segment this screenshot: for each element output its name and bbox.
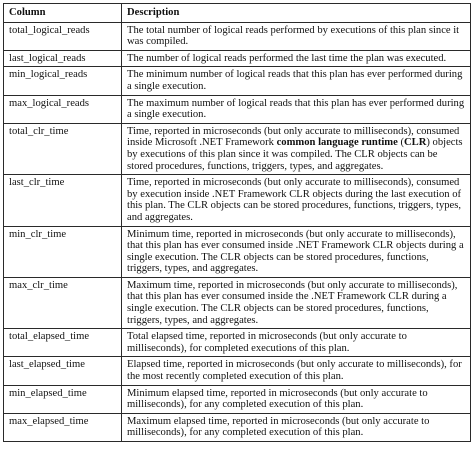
- table-row: [4, 123, 471, 174]
- table-row: [4, 67, 471, 95]
- column-name-cell: last_logical_reads: [4, 50, 122, 67]
- table-row: [4, 226, 471, 277]
- column-name-cell: total_elapsed_time: [4, 329, 122, 357]
- column-name-cell: min_elapsed_time: [4, 385, 122, 413]
- table-row: [4, 175, 471, 226]
- description-cell: The total number of logical reads performed by executions of this plan since it was compiled.: [122, 22, 471, 50]
- description-cell: The minimum number of logical reads that this plan has ever performed during a single execution.: [122, 67, 471, 95]
- description-cell: Minimum elapsed time, reported in microseconds (but only accurate to milliseconds), for any completed execution of this plan.: [122, 385, 471, 413]
- header-description: Description: [122, 4, 471, 23]
- description-cell: Elapsed time, reported in microseconds (but only accurate to milliseconds), for the most recently completed execution of this plan.: [122, 357, 471, 385]
- column-name-cell: last_clr_time: [4, 175, 122, 226]
- description-cell: Minimum time, reported in microseconds (but only accurate to milliseconds), that this plan has ever consumed inside .NET Framework CLR objects during a single execution. The CLR objects can be stored procedures, functions, triggers, types, and aggregates.: [122, 226, 471, 277]
- description-cell: Time, reported in microseconds (but only accurate to milliseconds), consumed by execution inside .NET Framework CLR objects during the last execution of this plan. The CLR objects can be stored procedures, functions, triggers, types, and aggregates.: [122, 175, 471, 226]
- bold-term-clr: CLR: [404, 137, 427, 149]
- header-column: Column: [4, 4, 122, 23]
- description-cell: Maximum time, reported in microseconds (but only accurate to milliseconds), that this plan has ever consumed inside the .NET Framework CLR during a single execution. The CLR objects can be stored procedures, functions, triggers, types, and aggregates.: [122, 277, 471, 328]
- description-text: Time, reported in microseconds (but only accurate to milliseconds), consumed inside Microsoft .NET Framework: [127, 125, 460, 149]
- description-text: ) objects by executions of this plan since it was compiled. The CLR objects can be stored procedures, functions, triggers, types, and aggregates.: [127, 137, 463, 172]
- description-cell: Maximum elapsed time, reported in microseconds (but only accurate to milliseconds), for any completed execution of this plan.: [122, 413, 471, 441]
- table-row: [4, 50, 471, 67]
- column-name-cell: min_clr_time: [4, 226, 122, 277]
- description-cell: The number of logical reads performed the last time the plan was executed.: [122, 50, 471, 67]
- table-row: [4, 329, 471, 357]
- columns-description-table: [3, 3, 471, 442]
- table-row: [4, 95, 471, 123]
- column-name-cell: total_clr_time: [4, 123, 122, 174]
- column-name-cell: total_logical_reads: [4, 22, 122, 50]
- column-name-cell: max_clr_time: [4, 277, 122, 328]
- description-cell: Total elapsed time, reported in microseconds (but only accurate to milliseconds), for completed executions of this plan.: [122, 329, 471, 357]
- table-row: [4, 22, 471, 50]
- column-name-cell: last_elapsed_time: [4, 357, 122, 385]
- table-header-row: [4, 4, 471, 23]
- bold-term-common-language-runtime: common language runtime: [276, 137, 398, 149]
- column-name-cell: min_logical_reads: [4, 67, 122, 95]
- table-row: [4, 357, 471, 385]
- column-name-cell: max_logical_reads: [4, 95, 122, 123]
- description-text: (: [397, 137, 404, 149]
- table-row: [4, 385, 471, 413]
- description-cell: [122, 123, 471, 174]
- table-row: [4, 413, 471, 441]
- column-name-cell: max_elapsed_time: [4, 413, 122, 441]
- description-cell: The maximum number of logical reads that this plan has ever performed during a single execution.: [122, 95, 471, 123]
- table-row: [4, 277, 471, 328]
